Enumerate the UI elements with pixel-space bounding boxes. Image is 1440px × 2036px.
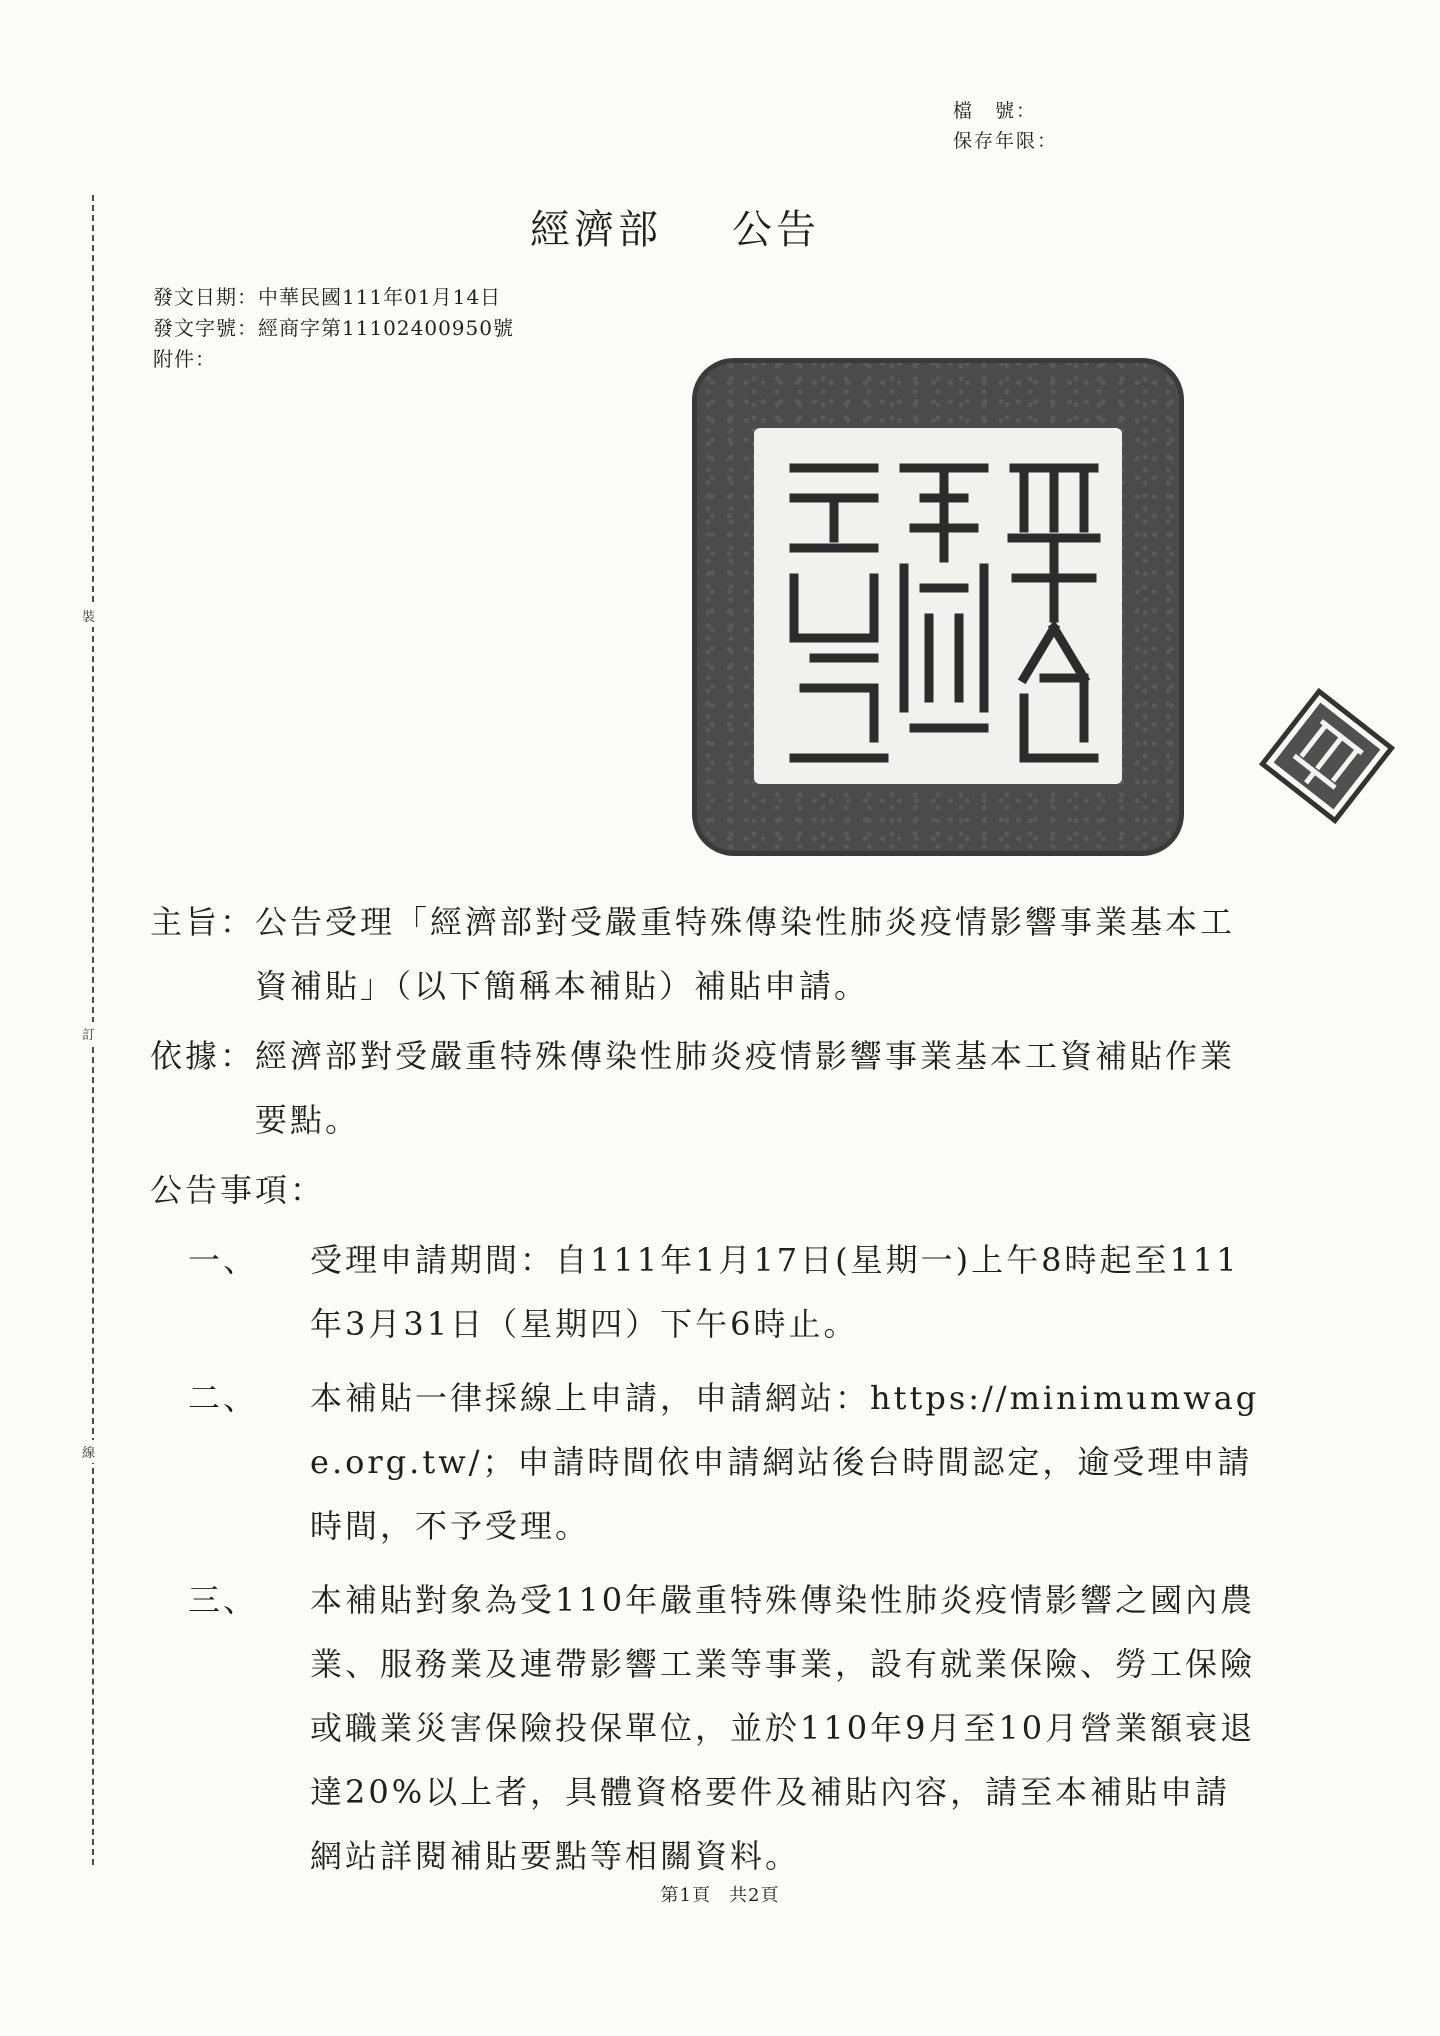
binding-mark-staple: 訂 (82, 1022, 95, 1045)
page-title (530, 198, 820, 255)
issue-date-value: 中華民國111年01月14日 (258, 285, 502, 309)
item-number: 三、 (188, 1581, 259, 1619)
issue-number-value: 經商字第11102400950號 (258, 316, 514, 340)
issue-number-row (153, 313, 514, 344)
document-type: 公告 (732, 207, 820, 253)
basis-text: 經濟部對受嚴重特殊傳染性肺炎疫情影響事業基本工資補貼作業要點。 (255, 1037, 1236, 1139)
basis-paragraph (150, 1024, 1260, 1152)
seal-script-glyphs (754, 428, 1122, 784)
subject-paragraph (150, 890, 1260, 1018)
item-number: 一、 (188, 1241, 259, 1279)
issue-date-label: 發文日期： (153, 285, 258, 309)
seal-face (754, 428, 1122, 784)
announcement-item (188, 1568, 1260, 1888)
official-seal (692, 358, 1184, 856)
attachment-label: 附件： (153, 347, 216, 371)
announcement-item (188, 1228, 1260, 1356)
issue-info (153, 282, 514, 375)
partial-side-stamp (1257, 686, 1397, 826)
subject-text: 公告受理「經濟部對受嚴重特殊傳染性肺炎疫情影響事業基本工資補貼」（以下簡稱本補貼）補貼申請。 (255, 903, 1236, 1005)
issue-number-label: 發文字號： (153, 316, 258, 340)
document-meta (953, 96, 1058, 156)
page-total: 共2頁 (729, 1885, 780, 1906)
page-footer (0, 1881, 1440, 1907)
announcement-item (188, 1366, 1260, 1558)
subject-label: 主旨： (150, 903, 256, 941)
item-text: 本補貼對象為受110年嚴重特殊傳染性肺炎疫情影響之國內農業、服務業及連帶影響工業等事業，設有就業保險、勞工保險或職業災害保險投保單位，並於110年9月至10月營業額衰退達20%以上者，具體資格要件及補貼內容，請至本補貼申請網站詳閱補貼要點等相關資料。 (310, 1581, 1256, 1875)
issue-date-row (153, 282, 514, 313)
stamp-icon (1257, 686, 1397, 826)
file-number-label: 檔 號： (953, 100, 1038, 122)
retention-period-label: 保存年限： (953, 130, 1059, 152)
page-number: 第1頁 (660, 1885, 711, 1906)
document-body (150, 890, 1260, 1898)
item-text: 受理申請期間：自111年1月17日(星期一)上午8時起至111年3月31日（星期四）下午6時止。 (310, 1241, 1240, 1343)
binding-mark-bind: 裝 (82, 604, 95, 627)
item-text: 本補貼一律採線上申請，申請網站：https://minimumwage.org.tw/；申請時間依申請網站後台時間認定，逾受理申請時間，不予受理。 (310, 1379, 1260, 1545)
binding-mark-line: 線 (82, 1440, 95, 1463)
announcement-heading: 公告事項： (150, 1171, 326, 1209)
agency-name: 經濟部 (530, 207, 662, 253)
attachment-row (153, 344, 514, 375)
item-number: 二、 (188, 1379, 259, 1417)
basis-label: 依據： (150, 1037, 256, 1075)
